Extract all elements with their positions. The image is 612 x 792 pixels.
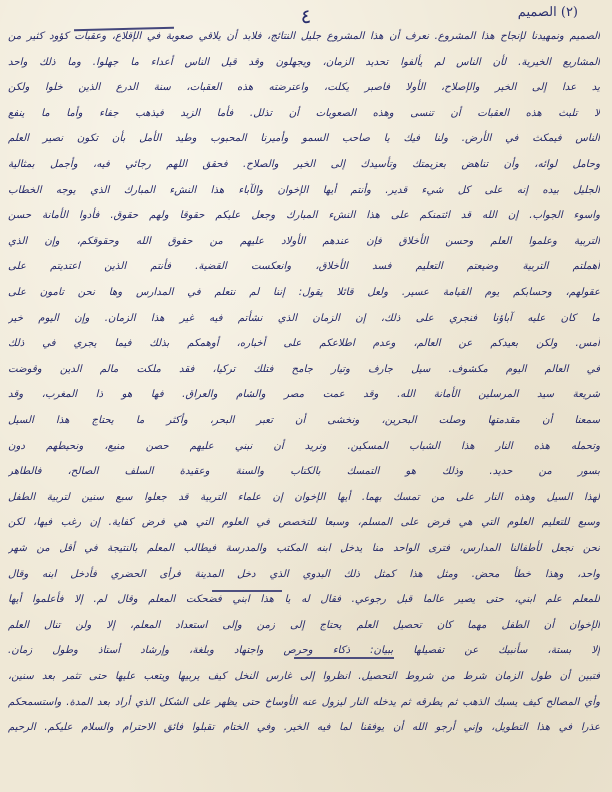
text-line: بسور من حديد. وذلك هو التمسك بالكتاب والسنة وعقيدة السلف الصالح، فالطاهر	[8, 466, 600, 478]
text-line: نحن نجعل لأطفالنا المدارس، فترى الواحد منا يدخل ابنه المكتب والمدرسة فيطالب المعلم بالنتيجة في أقل من شهر	[8, 543, 600, 554]
text-line: للمعلم علم ابني، حتى يصير عالما قبل رجوعي. فقال له يا هذا ابني فضحكت المعلم وقال لم. إلا فأعلموا أيها	[8, 594, 600, 606]
manuscript-body	[8, 26, 600, 788]
corner-mark: (٢) الصميم	[517, 5, 578, 20]
underline-mark	[294, 657, 394, 659]
text-line: فتبين أن طول الزمان شرط من شروط التحصيل. انظروا إلى غارس النخل كيف يربيها ويتعب عليها حتى تثمر بعد سنين،	[8, 671, 600, 682]
text-line: وأي المصالح كيف يسبك الذهب ثم يطرقه ثم يدخله النار ليزول عنه الأوساخ حتى يظهر على الشكل الذي أراد بعد المدة. واستسمحكم	[8, 696, 600, 708]
page-number: ٤	[300, 4, 312, 28]
text-line: واحد، وهذا خطأ محض. ومثل هذا كمثل ذلك البدوي الذي دخل المدينة فرأى الحضري فأدخل ابنه وقال	[8, 568, 600, 580]
text-line: في العالم اليوم مكشوف. سيل جارف وتيار جامح فتلك تركيا، فقد ملكت مالم الدين وقوضت	[8, 363, 600, 375]
text-line: لهذا السيل وهذه النار على من تمسك بهما. أيها الإخوان إن علماء التربية قد جعلوا سبع سنين لتربية الطفل	[8, 491, 600, 503]
text-line: عذرا في هذا التطويل، وإني أرجو الله أن يوفقنا لما فيه الخير. وفي الختام تقبلوا فائق الاحترام والسلام عليكم. الرحيم	[8, 722, 600, 734]
text-line: وسبع للتعليم العلوم التي هي فرض على المسلم، وسبعا للتخصص في العلوم التي هي فرض كفاية. إن رغب فيها، لكن	[8, 517, 600, 529]
text-line: أمس. ولكن بعيدكم عن العالم، وعدم اطلاعكم على أخباره، أوهمكم بذلك فيما يجري في ذلك	[8, 338, 600, 350]
text-line: إلا بستة، سأنبيك عن تفصيلها ببيان: ذكاء وحرص واجتهاد وبلغة، وإرشاد أستاذ وطول زمان.	[8, 645, 600, 657]
text-line: أهملتم التربية وضيعتم التعليم فسد الأخلاق، وانعكست القضية. فأنتم الذين اعتديتم على	[8, 261, 600, 273]
text-line: الجليل بيده إنه على كل شيء قدير. وأنتم أيها الإخوان والآباء هذا النشء المبارك الذي يوجه الخطاب	[8, 184, 600, 196]
text-line: وحامل لوائه، وأن تناهض بعزيمتك وتأسيدك إلى الخير والصلاح. فحقق اللهم رجائي فيه، وأجمل بمثالية	[8, 159, 600, 170]
text-line: المشاريع الخيرية. لأن الناس لم يألفوا تحديد الزمان، ويجهلون وقد قيل الناس أعداء ما جهلوا. وما ذلك واحد	[8, 56, 600, 68]
text-line: يد عدا إلى الخير والإصلاح، الأولا فاصبر يكلت، واعترضته هذه العقبات، سنة الدرع الذين خلوا ولكن	[8, 82, 600, 94]
text-line: ما كان عليه آباؤنا فنجري على ذلك، إن الزمان الذي نشأتم فيه غير هذا الزمان. وإن اليوم خير	[8, 312, 600, 324]
text-line: شريعة سيد المرسلين الأمانة الله. وقد عمت مصر والشام والعراق. فها هو ذا المغرب، وقد	[8, 389, 600, 401]
text-line: الناس فيمكث في الأرض. ولنا فيك يا صاحب السمو وأميرنا المحبوب وطيد الأمل بأن تكون نصير العلم	[8, 133, 600, 145]
text-line: عقولهم، وحسابكم يوم القيامة عسير. ولعل قائلا يقول: إننا لم نتعلم في المدارس وها نحن تامون على	[8, 287, 600, 298]
text-line: سمعنا أن مقدمتها وصلت البحرين، ونخشى أن تعبر البحر، وأكثر ما يحتاج هذا السيل	[8, 415, 600, 426]
text-line: واسوء الجواب. إن الله قد ائتمنكم على هذا النشء المبارك وجعل عليكم حقوقا ولهم حقوق. فأدوا الأمانة حسن	[8, 210, 600, 222]
text-line: الصميم ونمهيدنا لإنجاح هذا المشروع. نعرف أن هذا المشروع جليل النتائج، فلابد أن يلاقي صعوبة في الإقلاع، وعقبات كؤود كثير من	[8, 31, 600, 42]
text-line: الإخوان أن الطفل مهما كان تحصيل العلم يحتاج إلى زمن وإلى استعداد المعلم، إلا ولن تنال العلم	[8, 619, 600, 631]
text-line: لا تلبث هذه العقبات أن تنسى وهذه الصعوبات أن تذلل. فأما الزبد فيذهب جفاء وأما ما ينفع	[8, 107, 600, 119]
underline-mark	[212, 590, 282, 592]
text-line: التربية وعلموا العلم وحسن الأخلاق فإن عندهم الأولاد عليهم من حقوق الله وحقوقكم، وإن الذي	[8, 235, 600, 247]
text-line: وتحمله هذه النار هذا الشباب المسكين. ونريد أن نبني عليهم حصن منيع، ونحيطهم دون	[8, 440, 600, 452]
